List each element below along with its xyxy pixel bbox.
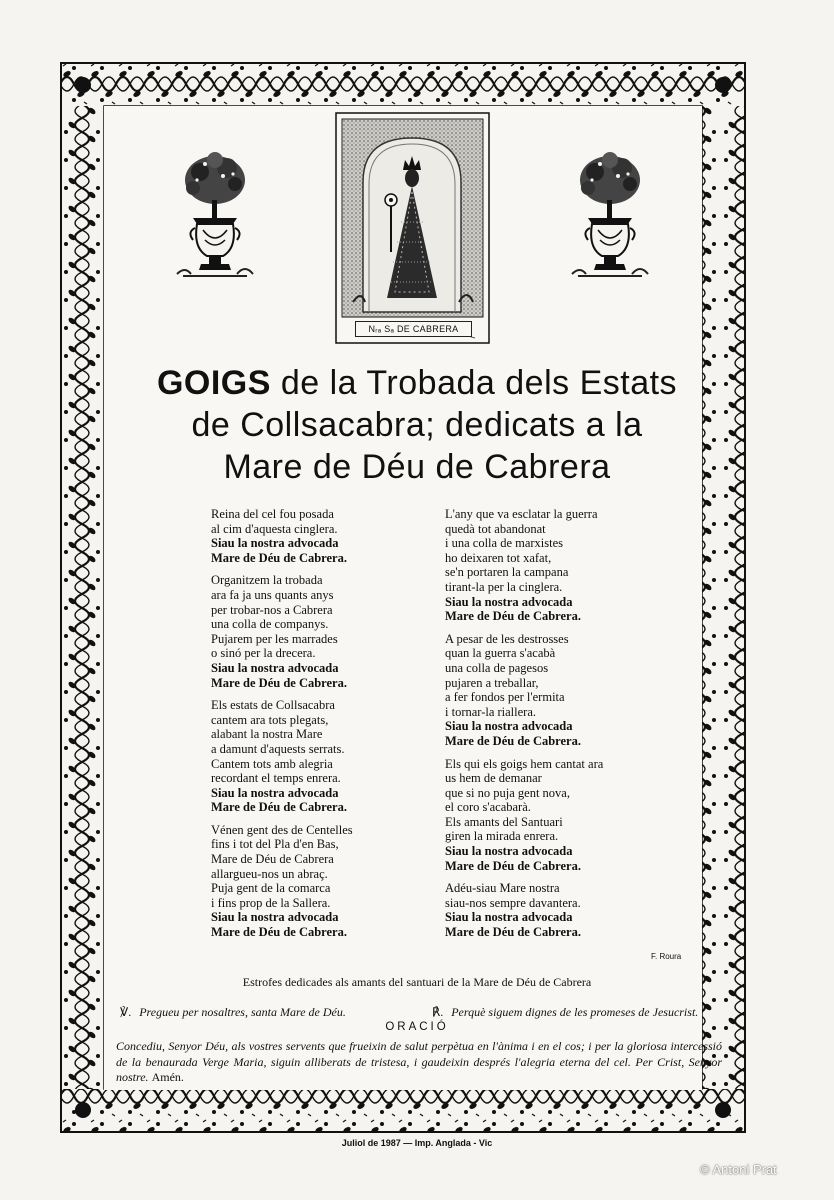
- verse-line: recordant el temps enrera.: [211, 771, 341, 786]
- refrain-line: Siau la nostra advocada: [445, 594, 573, 609]
- verse-line: A pesar de les destrosses: [445, 631, 569, 646]
- verse-line: a damunt d'aquests serrats.: [211, 741, 345, 756]
- flower-urn-left-icon: [175, 150, 255, 280]
- refrain-line: Siau la nostra advocada: [211, 910, 339, 925]
- copyright-watermark: © Antoni Prat: [700, 1162, 777, 1177]
- oracio-amen: Amén.: [151, 1070, 184, 1084]
- verse-line: cantem ara tots plegats,: [211, 712, 329, 727]
- verse-line: L'any que va esclatar la guerra: [445, 507, 598, 521]
- verse-line: el coro s'acabarà.: [445, 800, 531, 815]
- stanza: [445, 632, 675, 749]
- title-line1-rest: de la Trobada dels Estats: [270, 364, 678, 402]
- verse-line: quedà tot abandonat: [445, 521, 546, 536]
- verse-line: Puja gent de la comarca: [211, 881, 331, 896]
- refrain-line: Siau la nostra advocada: [211, 785, 339, 800]
- response: [432, 1005, 698, 1020]
- verse-line: per trobar-nos a Cabrera: [211, 602, 333, 617]
- verse-line: Adéu-siau Mare nostra: [445, 881, 560, 896]
- verse-line: ara fa ja uns quants anys: [211, 587, 334, 602]
- verse-line: una colla de companys.: [211, 617, 329, 632]
- verse-line: fins i tot del Pla d'en Bas,: [211, 837, 339, 852]
- oracio-text: [116, 1039, 722, 1086]
- refrain-line: Mare de Déu de Cabrera.: [445, 925, 581, 940]
- verse-line: a fer fondos per l'ermita: [445, 690, 565, 705]
- verse-line: Pujarem per les marrades: [211, 631, 338, 646]
- verses-right-column: [445, 507, 675, 948]
- refrain-line: Mare de Déu de Cabrera.: [211, 800, 347, 815]
- page-title: [110, 362, 724, 488]
- refrain-line: Mare de Déu de Cabrera.: [211, 925, 347, 940]
- verse-line: i una colla de marxistes: [445, 536, 564, 551]
- verse-line: siau-nos sempre davantera.: [445, 895, 581, 910]
- picture-caption: Nᵣₐ Sₐ DE CABRERA: [355, 321, 472, 337]
- verse-line: allargueu-nos un abraç.: [211, 866, 328, 881]
- verse-line: pujaren a treballar,: [445, 675, 539, 690]
- imprint: Juliol de 1987 — Imp. Anglada - Vic: [341, 1138, 493, 1148]
- refrain-line: Siau la nostra advocada: [445, 844, 573, 859]
- refrain-line: Mare de Déu de Cabrera.: [211, 550, 347, 565]
- verse-line: giren la mirada enrera.: [445, 829, 559, 844]
- oracio-heading: ORACIÓ: [385, 1021, 449, 1033]
- oracio-body: Concediu, Senyor Déu, als vostres servents que frueixin de salut perpètua en l'ànima i en el cos; i per la gloriosa intercessió de la benaurada Verge Maria, siguin alliberats de tristesa, i gaudeixin després l'alegria eterna del cel. Per Crist, Senyor nostre.: [116, 1039, 722, 1084]
- stanza: [445, 507, 675, 624]
- dedication-line: Estrofes dedicades als amants del santuari de la Mare de Déu de Cabrera: [242, 975, 592, 989]
- verse-line: Mare de Déu de Cabrera: [211, 852, 334, 867]
- versicle-text: Pregueu per nosaltres, santa Mare de Déu.: [139, 1005, 346, 1019]
- response-text: Perquè siguem dignes de les promeses de Jesucrist.: [451, 1005, 699, 1019]
- refrain-line: Siau la nostra advocada: [445, 910, 573, 925]
- stanza: [211, 823, 411, 940]
- verse-line: quan la guerra s'acabà: [445, 646, 556, 661]
- refrain-line: Siau la nostra advocada: [211, 536, 339, 551]
- verse-line: alabant la nostra Mare: [211, 727, 323, 742]
- refrain-line: Siau la nostra advocada: [211, 660, 339, 675]
- refrain-line: Mare de Déu de Cabrera.: [445, 858, 581, 873]
- flower-urn-right-icon: [570, 150, 650, 280]
- verse-line: ho deixaren tot xafat,: [445, 550, 552, 565]
- title-line2: de Collsacabra; dedicats a la: [191, 406, 643, 444]
- verse-line: Els qui els goigs hem cantat ara: [445, 756, 604, 771]
- refrain-line: Mare de Déu de Cabrera.: [445, 609, 581, 624]
- refrain-line: Siau la nostra advocada: [445, 719, 573, 734]
- verse-line: Vénen gent des de Centelles: [211, 822, 353, 837]
- stanza: [211, 573, 411, 690]
- refrain-line: Mare de Déu de Cabrera.: [211, 675, 347, 690]
- verse-line: Els amants del Santuari: [445, 814, 563, 829]
- refrain-line: Mare de Déu de Cabrera.: [445, 733, 581, 748]
- madonna-engraving: [335, 112, 490, 344]
- verse-line: tirant-la per la cinglera.: [445, 579, 563, 594]
- verse-line: al cim d'aquesta cinglera.: [211, 521, 338, 536]
- title-line3: Mare de Déu de Cabrera: [223, 448, 611, 486]
- response-symbol: ℟.: [432, 1005, 444, 1019]
- verse-line: us hem de demanar: [445, 771, 542, 786]
- stanza: [211, 507, 411, 565]
- verse-line: Organitzem la trobada: [211, 573, 323, 588]
- verse-line: se'n portaren la campana: [445, 565, 569, 580]
- title-lead: GOIGS: [156, 364, 271, 402]
- verse-line: Cantem tots amb alegria: [211, 756, 333, 771]
- verse-line: o sinó per la drecera.: [211, 646, 316, 661]
- versicle: [120, 1005, 346, 1020]
- verse-line: que si no puja gent nova,: [445, 785, 570, 800]
- author-signature: F. Roura: [651, 952, 682, 961]
- versicle-symbol: ℣.: [120, 1005, 132, 1019]
- verse-line: i fins prop de la Sallera.: [211, 895, 331, 910]
- verse-line: i tornar-la riallera.: [445, 704, 537, 719]
- verse-line: Reina del cel fou posada: [211, 507, 334, 521]
- stanza: [445, 757, 675, 874]
- verse-line: Els estats de Collsacabra: [211, 698, 335, 713]
- stanza: [211, 698, 411, 815]
- verses-left-column: [211, 507, 411, 948]
- verse-line: una colla de pagesos: [445, 660, 549, 675]
- stanza: [445, 881, 675, 939]
